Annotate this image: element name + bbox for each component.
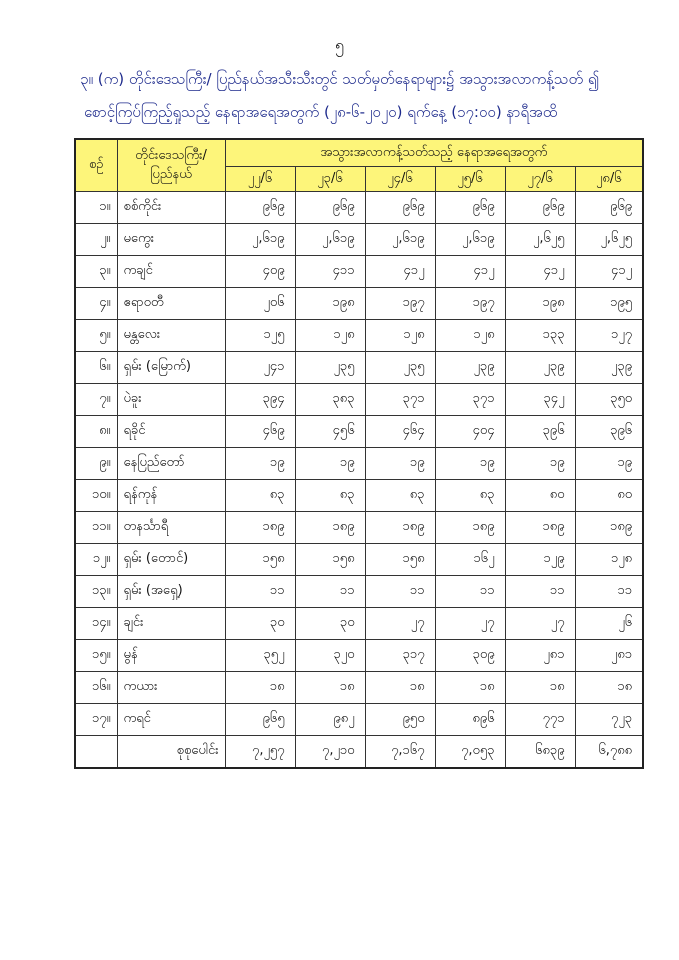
cell-value: ၃၅၂ (225, 640, 295, 672)
cell-value: ၁၉၅ (575, 288, 643, 320)
region-name: ချင်း (117, 608, 225, 640)
cell-value: ၃၉၄ (225, 384, 295, 416)
header-date: ၂၈/၆ (575, 167, 643, 192)
row-number: ၄။ (75, 288, 117, 320)
row-number: ၃။ (75, 256, 117, 288)
cell-value: ၈၃ (295, 480, 365, 512)
cell-value: ၁၅၈ (365, 544, 435, 576)
cell-value: ၈၀ (505, 480, 575, 512)
total-value: ၆၈၃၉ (505, 736, 575, 769)
total-row (75, 736, 643, 769)
region-name: စစ်ကိုင်း (117, 192, 225, 224)
region-name: ဧရာဝတီ (117, 288, 225, 320)
cell-value: ၂,၆၁၉ (225, 224, 295, 256)
cell-value: ၁၈ (365, 672, 435, 704)
region-name: ကချင် (117, 256, 225, 288)
cell-value: ၂၃၉ (575, 352, 643, 384)
table-row (75, 384, 643, 416)
cell-value: ၉၈၂ (295, 704, 365, 736)
cell-value: ၁၈၉ (505, 512, 575, 544)
cell-value: ၈၃ (365, 480, 435, 512)
region-name: ရခိုင် (117, 416, 225, 448)
cell-value: ၁၆၂ (435, 544, 505, 576)
total-label: စုစုပေါင်း (117, 736, 225, 769)
cell-value: ၉၆၅ (225, 704, 295, 736)
cell-value: ၂၄၁ (225, 352, 295, 384)
cell-value: ၁၁ (575, 576, 643, 608)
row-number: ၁။ (75, 192, 117, 224)
region-name: ရှမ်း (မြောက်) (117, 352, 225, 384)
cell-value: ၁၉ (365, 448, 435, 480)
cell-value: ၂၈၁ (575, 640, 643, 672)
title-line-2: စောင့်ကြပ်ကြည့်ရှုသည့် နေရာအရေအတွက် (၂၈-၆-၂၀၂၀) ရက်နေ့ (၁၇:၀၀) နာရီအထိ (84, 103, 558, 121)
total-value: ၆,၇၈၈ (575, 736, 643, 769)
cell-value: ၃၂၀ (295, 640, 365, 672)
table-row (75, 704, 643, 736)
cell-value: ၉၆၉ (365, 192, 435, 224)
cell-value: ၂၃၅ (365, 352, 435, 384)
cell-value: ၃၉၆ (575, 416, 643, 448)
total-value: ၇,၀၅၃ (435, 736, 505, 769)
table-row (75, 256, 643, 288)
table-row (75, 288, 643, 320)
row-number: ၁၇။ (75, 704, 117, 736)
cell-value: ၂၇ (505, 608, 575, 640)
table-row (75, 576, 643, 608)
cell-value: ၃၇၁ (365, 384, 435, 416)
region-name: မန္တလေး (117, 320, 225, 352)
table-row (75, 320, 643, 352)
header-no: စဉ် (75, 139, 117, 192)
cell-value: ၂,၆၂၅ (505, 224, 575, 256)
cell-value: ၁၈၉ (365, 512, 435, 544)
table-row (75, 480, 643, 512)
cell-value: ၁၈ (295, 672, 365, 704)
region-name: တနင်္သာရီ (117, 512, 225, 544)
cell-value: ၄၁၁ (295, 256, 365, 288)
title-line-1: ၃။ (က) တိုင်းဒေသကြီး/ ပြည်နယ်အသီးသီးတွင် သတ်မှတ်နေရာများ၌ အသွားအလာကန့်သတ် ၍ (80, 70, 600, 88)
table-body (75, 192, 643, 769)
cell-value: ၁၂၉ (505, 544, 575, 576)
header-date: ၂၂/၆ (225, 167, 295, 192)
cell-value: ၁၂၈ (435, 320, 505, 352)
table-row (75, 224, 643, 256)
cell-value: ၂၆ (575, 608, 643, 640)
region-name: နေပြည်တော် (117, 448, 225, 480)
table-row (75, 448, 643, 480)
cell-value: ၂,၆၂၅ (575, 224, 643, 256)
cell-value: ၁၃၃ (505, 320, 575, 352)
cell-value: ၈၉၆ (435, 704, 505, 736)
page-number: ၅ (335, 35, 344, 54)
row-number: ၇။ (75, 384, 117, 416)
cell-value: ၁၁ (295, 576, 365, 608)
cell-value: ၄၀၄ (435, 416, 505, 448)
table-row (75, 512, 643, 544)
cell-value: ၁၈၉ (435, 512, 505, 544)
cell-value: ၃၀ (225, 608, 295, 640)
cell-value: ၄၀၉ (225, 256, 295, 288)
cell-value: ၁၅၈ (295, 544, 365, 576)
row-number: ၅။ (75, 320, 117, 352)
cell-value: ၁၁ (505, 576, 575, 608)
row-number: ၂။ (75, 224, 117, 256)
cell-value: ၃၉၆ (505, 416, 575, 448)
restricted-areas-table (74, 138, 644, 769)
row-number: ၁၀။ (75, 480, 117, 512)
cell-value: ၈၃ (225, 480, 295, 512)
cell-value: ၁၂၈ (365, 320, 435, 352)
cell-value: ၁၉၈ (505, 288, 575, 320)
region-name: ကယား (117, 672, 225, 704)
row-number: ၁၂။ (75, 544, 117, 576)
table-row (75, 608, 643, 640)
cell-value: ၄၅၆ (295, 416, 365, 448)
cell-value: ၇၂၃ (575, 704, 643, 736)
table-row (75, 672, 643, 704)
header-date: ၂၇/၆ (505, 167, 575, 192)
cell-value: ၃၈၃ (295, 384, 365, 416)
cell-value: ၁၁ (435, 576, 505, 608)
cell-value: ၁၈၉ (575, 512, 643, 544)
cell-value: ၃၀၉ (435, 640, 505, 672)
row-number: ၁၆။ (75, 672, 117, 704)
row-number: ၁၁။ (75, 512, 117, 544)
cell-value: ၉၆၉ (435, 192, 505, 224)
table-row (75, 352, 643, 384)
total-value: ၇,၂၁၀ (295, 736, 365, 769)
region-name: ရန်ကုန် (117, 480, 225, 512)
header-row-1 (75, 139, 643, 167)
region-name: ပဲခူး (117, 384, 225, 416)
cell-value: ၄၆၄ (365, 416, 435, 448)
cell-value: ၂၇ (365, 608, 435, 640)
cell-value: ၂၃၉ (435, 352, 505, 384)
table-row (75, 416, 643, 448)
cell-value: ၃၄၂ (505, 384, 575, 416)
row-number: ၈။ (75, 416, 117, 448)
cell-value: ၁၈၉ (295, 512, 365, 544)
table-row (75, 544, 643, 576)
cell-value: ၁၉၇ (365, 288, 435, 320)
cell-value: ၂,၆၁၉ (435, 224, 505, 256)
cell-value: ၂၀၆ (225, 288, 295, 320)
cell-value: ၄၆၉ (225, 416, 295, 448)
cell-value: ၃၁၇ (365, 640, 435, 672)
cell-value: ၉၆၉ (225, 192, 295, 224)
cell-value: ၁၉ (295, 448, 365, 480)
cell-value: ၁၉ (435, 448, 505, 480)
header-date: ၂၄/၆ (365, 167, 435, 192)
cell-value: ၁၉ (575, 448, 643, 480)
cell-value: ၂၈၁ (505, 640, 575, 672)
cell-value: ၈၀ (575, 480, 643, 512)
cell-value: ၁၈၉ (225, 512, 295, 544)
cell-value: ၁၈ (575, 672, 643, 704)
row-number: ၁၅။ (75, 640, 117, 672)
cell-value: ၄၁၂ (435, 256, 505, 288)
cell-value: ၄၁၂ (575, 256, 643, 288)
region-name: ရှမ်း (တောင်) (117, 544, 225, 576)
total-value: ၇,၁၆၇ (365, 736, 435, 769)
cell-value: ၂,၆၁၉ (365, 224, 435, 256)
cell-value: ၁၂၈ (575, 544, 643, 576)
cell-value: ၁၉ (225, 448, 295, 480)
cell-value: ၁၅၈ (225, 544, 295, 576)
table-row (75, 640, 643, 672)
cell-value: ၉၆၉ (505, 192, 575, 224)
table-row (75, 192, 643, 224)
row-number: ၁၄။ (75, 608, 117, 640)
cell-value: ၂၃၅ (295, 352, 365, 384)
header-region: တိုင်းဒေသကြီး/ ပြည်နယ် (117, 139, 225, 192)
cell-value: ၂၃၉ (505, 352, 575, 384)
cell-value: ၉၆၉ (295, 192, 365, 224)
cell-value: ၁၈ (505, 672, 575, 704)
cell-value: ၁၉၇ (435, 288, 505, 320)
cell-value: ၈၃ (435, 480, 505, 512)
cell-value: ၁၈ (225, 672, 295, 704)
cell-value: ၁၁ (225, 576, 295, 608)
row-number: ၁၃။ (75, 576, 117, 608)
row-number: ၉။ (75, 448, 117, 480)
region-name: မွန် (117, 640, 225, 672)
cell-value: ၁၈ (435, 672, 505, 704)
row-number: ၆။ (75, 352, 117, 384)
cell-value: ၂၇ (435, 608, 505, 640)
cell-value: ၉၅၀ (365, 704, 435, 736)
cell-value: ၇၇၁ (505, 704, 575, 736)
cell-value: ၁၉ (505, 448, 575, 480)
cell-value: ၁၉၈ (295, 288, 365, 320)
cell-value: ၁၂၅ (225, 320, 295, 352)
cell-value: ၄၁၂ (505, 256, 575, 288)
cell-value: ၁၂၇ (575, 320, 643, 352)
cell-value: ၃၇၁ (435, 384, 505, 416)
total-empty (75, 736, 117, 769)
cell-value: ၃၀ (295, 608, 365, 640)
region-name: ကရင် (117, 704, 225, 736)
cell-value: ၉၆၉ (575, 192, 643, 224)
cell-value: ၃၅၀ (575, 384, 643, 416)
cell-value: ၁၁ (365, 576, 435, 608)
cell-value: ၄၁၂ (365, 256, 435, 288)
region-name: ရှမ်း (အရှေ့) (117, 576, 225, 608)
total-value: ၇,၂၅၇ (225, 736, 295, 769)
header-date: ၂၃/၆ (295, 167, 365, 192)
cell-value: ၁၂၈ (295, 320, 365, 352)
cell-value: ၂,၆၁၉ (295, 224, 365, 256)
header-date: ၂၅/၆ (435, 167, 505, 192)
region-name: မကွေး (117, 224, 225, 256)
header-group: အသွားအလာကန့်သတ်သည့် နေရာအရေအတွက် (225, 139, 643, 167)
